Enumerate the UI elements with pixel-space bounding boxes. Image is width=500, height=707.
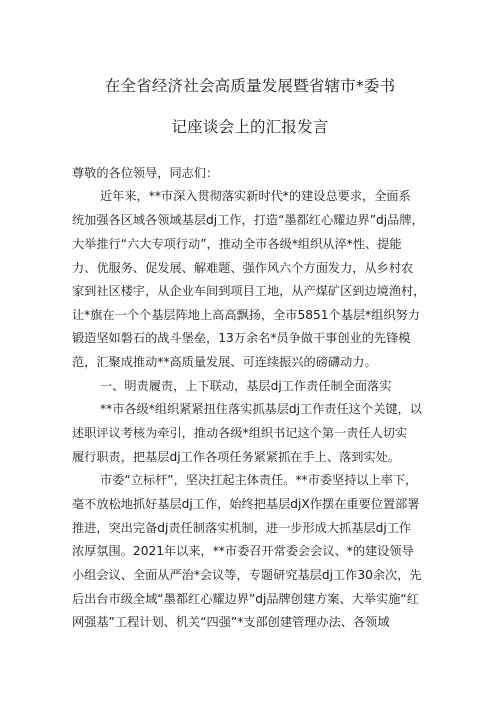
body-line: 锻造坚如磐石的战斗堡垒，13万余名*员争做干事创业的先锋模 (72, 331, 411, 345)
body-line: 统加强各区域各领域基层dj工作，打造“墨都红心耀边界”dj品牌， (72, 213, 424, 227)
body-line: 市委“立标杆”，坚决扛起主体责任。**市委坚持以上率下， (100, 473, 418, 487)
body-line: 后出台市级全域“墨都红心耀边界”dj品牌创建方案、大举实施“红 (72, 592, 419, 606)
body-line: 网强基”工程计划、机关“四强”*支部创建管理办法、各领域 (72, 615, 390, 629)
body-line: 小组会议、全面从严治*会议等，专题研究基层dj工作30余次，先 (72, 568, 422, 582)
body-line: 让*旗在一个个基层阵地上高高飘扬，全市5851个基层*组织努力 (72, 308, 420, 322)
body-line: **市各级*组织紧紧扭住落实抓基层dj工作责任这个关键，以 (100, 402, 422, 416)
body-line: 家到社区楼宇，从企业车间到项目工地，从产煤矿区到边境渔村， (72, 284, 426, 298)
body-line: 大举推行“六大专项行动”，推动全市各级*组织从淬*性、提能 (72, 237, 402, 251)
document-title-line-2: 记座谈会上的汇报发言 (171, 118, 329, 136)
body-line: 近年来，**市深入贯彻落实新时代*的建设总要求，全面系 (100, 189, 411, 203)
body-line: 推进，突出完备dj责任制落实机制，进一步形成大抓基层dj工作 (72, 521, 412, 535)
body-line: 浓厚氛围。2021年以来，**市委召开常委会会议、*的建设领导 (72, 544, 414, 558)
body-line: 范，汇聚成推动**高质量发展、可连续振兴的磅礴动力。 (72, 355, 377, 369)
body-line: 履行职责，把基层dj工作各项任务紧紧抓在手上、落到实处。 (72, 450, 400, 464)
body-line: 述职评议考核为牵引，推动各级*组织书记这个第一责任人切实 (72, 426, 408, 440)
body-line: 力、优服务、促发展、解难题、强作风六个方面发力，从乡村农 (72, 261, 414, 275)
section-heading: 一、明责履责，上下联动，基层dj工作责任制全面落实 (100, 379, 392, 393)
document-title-line-1: 在全省经济社会高质量发展暨省辖市*委书 (104, 77, 396, 95)
salutation: 尊敬的各位领导，同志们： (72, 166, 219, 180)
body-line: 毫不放松地抓好基层dj工作，始终把基层djX作摆在重要位置部署 (72, 497, 420, 511)
